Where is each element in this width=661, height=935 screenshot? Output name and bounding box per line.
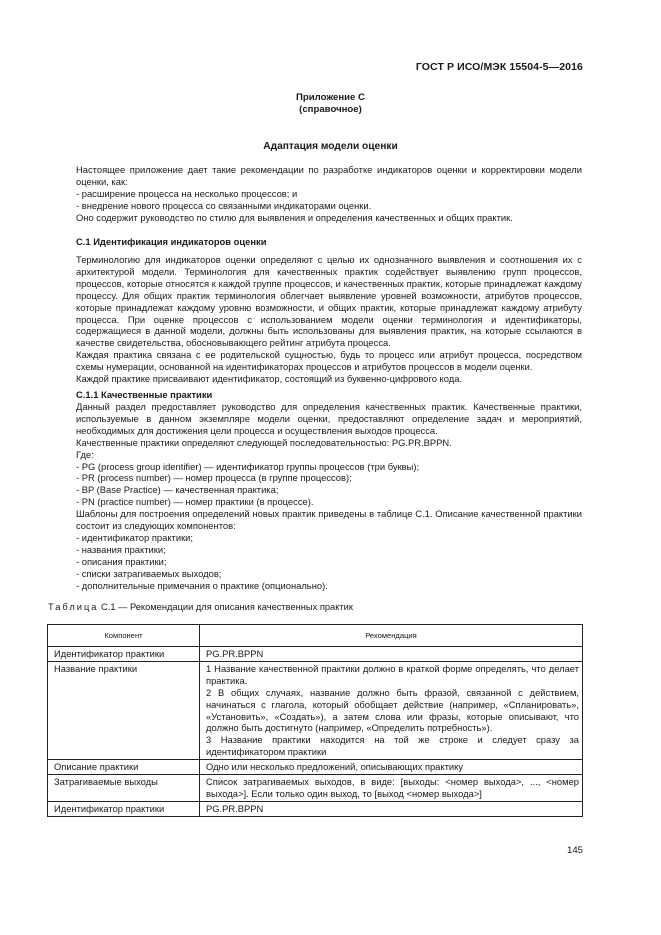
table-cell-note: 3 Название практики находится на той же строке и следует сразу за идентификатором практики [206,734,579,758]
c11-paragraph: Качественные практики определяют следующей последовательностью: PG.PR.BPPN. [76,436,452,448]
table-caption [48,602,353,614]
section-c11-body [76,401,582,592]
c1-paragraph: Терминологию для индикаторов оценки определяют с целью их однозначного выявления и соотношения их с архитектурой модели. Терминология для качественных практик содействует выявлению групп процессов, процессов, которые относятся к каждой группе процессов, и качественных практик, которые принадлежат каждому процессу. Для общих практик терминология облегчает выявление уровней возможности, атрибутов процессов, которые принадлежат каждому уровню возможности, и общих практик, которые принадлежат каждому атрибуту процесса. При оценке процессов с использованием модели оценки терминология и идентификаторы, содержащиеся в данной модели, должны быть использованы для выявления практик, на которые ссылаются в качестве свидетельства, обосновывающего рейтинг атрибута процесса. [76,254,582,349]
table-caption-text: С.1 — Рекомендации для описания качественных практик [98,602,353,612]
appendix-title: Приложение С [296,92,365,103]
page-number: 145 [566,845,583,856]
table-row [48,661,583,759]
intro-paragraph: Оно содержит руководство по стилю для выявления и определения качественных и общих практик. [76,211,513,223]
c11-bullet: - списки затрагиваемых выходов; [76,567,222,579]
table-cell: Идентификатор практики [48,647,200,662]
intro-bullet: - внедрение нового процесса со связанными индикаторами оценки. [76,199,372,211]
document-title: Адаптация модели оценки [263,141,398,152]
intro-paragraph [76,164,582,188]
c11-bullet: - PG (process group identifier) — идентификатор группы процессов (три буквы); [76,460,420,472]
table-row [48,760,583,775]
table-cell: PG.PR.BPPN [200,647,583,662]
appendix-heading [0,92,661,116]
c11-paragraph: Данный раздел предоставляет руководство для определения качественных практик. Качественные практики, используемые в данном экземпляре модели оценки, предоставляют определение задач и мероприятий, необходимых для достижения цели процесса и осуществления выходов процесса. [76,401,582,436]
table-cell: Идентификатор практики [48,801,200,816]
section-c1-body [76,254,582,385]
table-cell-note: 2 В общих случаях, название должно быть фразой, связанной с действием, начинаться с глагола, который обобщает действие (например, «Спланировать», «Установить», «Создать»), а затем слова или фразы, которые описывают, что должно быть достигнуто (например, «Определить потребность»). [206,686,579,734]
standard-header: ГОСТ Р ИСО/МЭК 15504-5—2016 [415,61,583,73]
table-cell: Список затрагиваемых выходов, в виде: [выходы: <номер выхода>, ..., <номер выхода>]. Если только один выход, то [выход <номер выхода>] [200,775,583,802]
c1-paragraph: Каждая практика связана с ее родительской сущностью, будь то процесс или атрибут процесса, посредством схемы нумерации, основанной на идентификаторах процессов и атрибутов процессов в модели оценки. [76,349,582,373]
recommendations-table [47,624,583,817]
column-header-component: Компонент [48,625,200,647]
section-c11-heading: С.1.1 Качественные практики [76,389,213,400]
c11-bullet: - PN (practice number) — номер практики (в процессе). [76,496,314,508]
c11-bullet: - PR (process number) — номер процесса (в группе процессов); [76,472,352,484]
appendix-subtitle: (справочное) [299,104,362,115]
table-cell: Название практики [48,661,200,759]
intro-block [76,164,582,224]
table-cell-note: 1 Название качественной практики должно в краткой форме определять, что делает практика. [206,662,579,686]
table-cell: Описание практики [48,760,200,775]
table-cell: PG.PR.BPPN [200,801,583,816]
c11-bullet: - BP (Base Practice) — качественная практика; [76,484,279,496]
c11-bullet: - названия практики; [76,543,166,555]
c11-paragraph: Где: [76,448,94,460]
c11-bullet: - описания практики; [76,555,167,567]
table-row [48,647,583,662]
table-row [48,775,583,802]
c1-paragraph: Каждой практике присваивают идентификатор, состоящий из буквенно-цифрового кода. [76,373,463,385]
table-cell [200,661,583,759]
c11-bullet: - идентификатор практики; [76,531,194,543]
c11-bullet: - дополнительные примечания о практике (опционально). [76,579,328,591]
intro-bullet: - расширение процесса на несколько процессов; и [76,187,298,199]
intro-text: Настоящее приложение дает такие рекомендации по разработке индикаторов оценки и корректировки модели оценки, как: [76,164,582,187]
table-cell: Затрагиваемые выходы [48,775,200,802]
column-header-recommendation: Рекомендация [200,625,583,647]
table-header-row [48,625,583,647]
table-cell: Одно или несколько предложений, описывающих практику [200,760,583,775]
section-c1-heading: С.1 Идентификация индикаторов оценки [76,236,267,247]
table-row [48,801,583,816]
c11-paragraph: Шаблоны для построения определений новых практик приведены в таблице С.1. Описание качественной практики состоит из следующих компонентов: [76,508,582,532]
table-caption-label: Таблица [48,602,99,612]
